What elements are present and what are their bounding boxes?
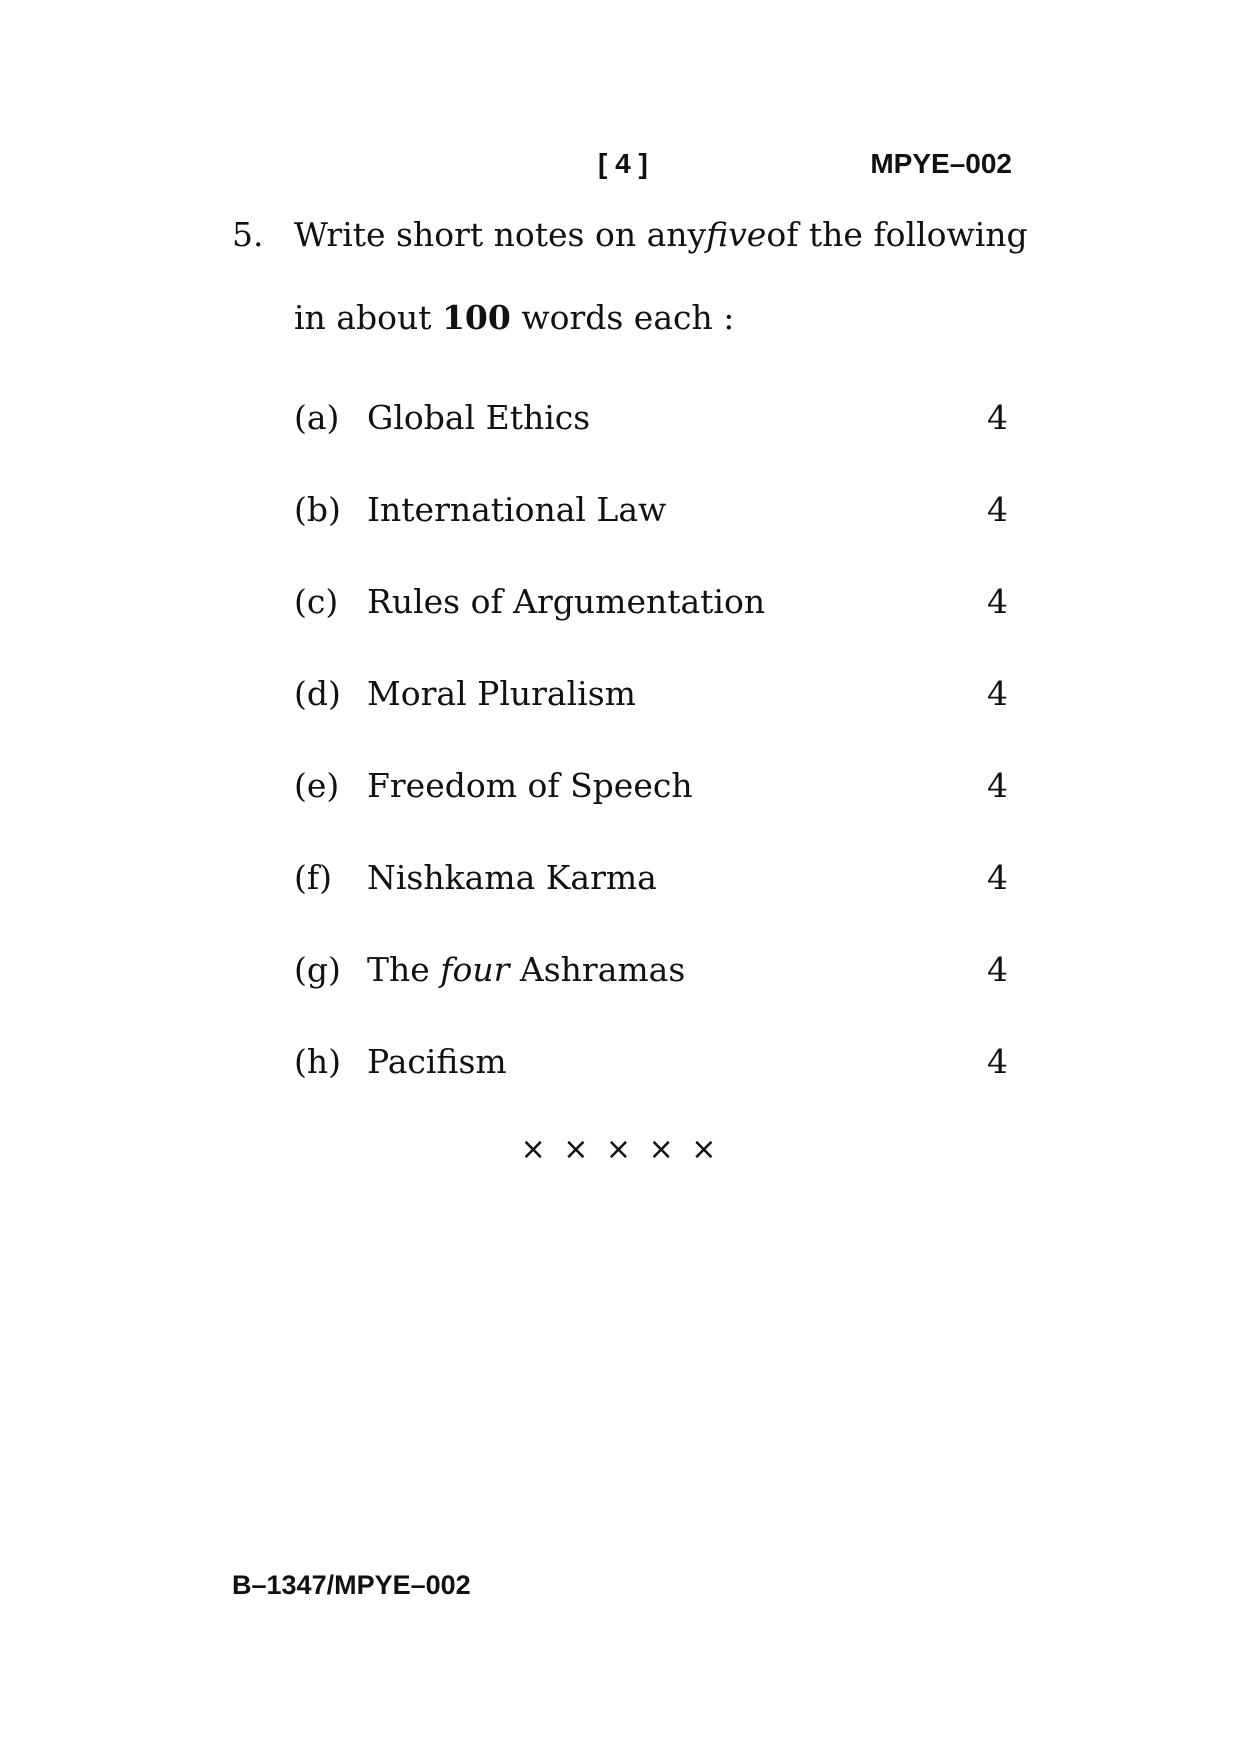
course-code: MPYE–002 — [870, 148, 1012, 179]
sub-question-marks: 4 — [987, 490, 1008, 529]
sub-question-marks: 4 — [987, 582, 1008, 621]
question-text-part: Write short notes on any — [294, 215, 707, 254]
sub-question-text: Pacifism — [367, 1042, 507, 1081]
sub-question-text-part: The — [367, 950, 441, 989]
sub-question-text-part: Ashramas — [509, 950, 686, 989]
sub-question-h — [294, 1042, 1008, 1134]
sub-question-label: (a) — [294, 398, 340, 437]
question-text-part: of the following — [766, 215, 1028, 254]
question-number: 5. — [232, 215, 264, 254]
question-text-emphasis: five — [706, 215, 767, 254]
sub-question-text: Global Ethics — [367, 398, 591, 437]
question-text-line-2 — [294, 298, 734, 337]
sub-question-b — [294, 490, 1008, 582]
sub-question-label: (c) — [294, 582, 339, 621]
question-text-part: in about — [294, 298, 442, 337]
sub-question-a — [294, 398, 1008, 490]
question-text-line-1 — [294, 215, 1028, 254]
sub-question-marks: 4 — [987, 950, 1008, 989]
sub-question-text — [367, 950, 685, 989]
end-of-paper-mark: × × × × × — [520, 1132, 721, 1167]
sub-question-c — [294, 582, 1008, 674]
sub-question-marks: 4 — [987, 858, 1008, 897]
sub-question-d — [294, 674, 1008, 766]
sub-question-f — [294, 858, 1008, 950]
sub-question-text-emphasis: four — [440, 950, 510, 989]
page-header — [0, 148, 1241, 188]
sub-question-list — [294, 398, 1008, 1134]
sub-question-marks: 4 — [987, 766, 1008, 805]
question-text-part: words each : — [510, 298, 735, 337]
sub-question-text: Nishkama Karma — [367, 858, 657, 897]
sub-question-text: Moral Pluralism — [367, 674, 636, 713]
footer-code: B–1347/MPYE–002 — [232, 1570, 471, 1600]
sub-question-g — [294, 950, 1008, 1042]
sub-question-e — [294, 766, 1008, 858]
sub-question-text: Freedom of Speech — [367, 766, 693, 805]
sub-question-marks: 4 — [987, 1042, 1008, 1081]
sub-question-marks: 4 — [987, 674, 1008, 713]
sub-question-label: (b) — [294, 490, 341, 529]
sub-question-text: Rules of Argumentation — [367, 582, 766, 621]
sub-question-label: (e) — [294, 766, 340, 805]
sub-question-label: (h) — [294, 1042, 342, 1081]
sub-question-marks: 4 — [987, 398, 1008, 437]
sub-question-label: (f) — [294, 858, 332, 897]
sub-question-label: (d) — [294, 674, 341, 713]
word-count: 100 — [441, 298, 511, 337]
sub-question-label: (g) — [294, 950, 341, 989]
page-number: [ 4 ] — [598, 148, 648, 179]
sub-question-text: International Law — [367, 490, 667, 529]
